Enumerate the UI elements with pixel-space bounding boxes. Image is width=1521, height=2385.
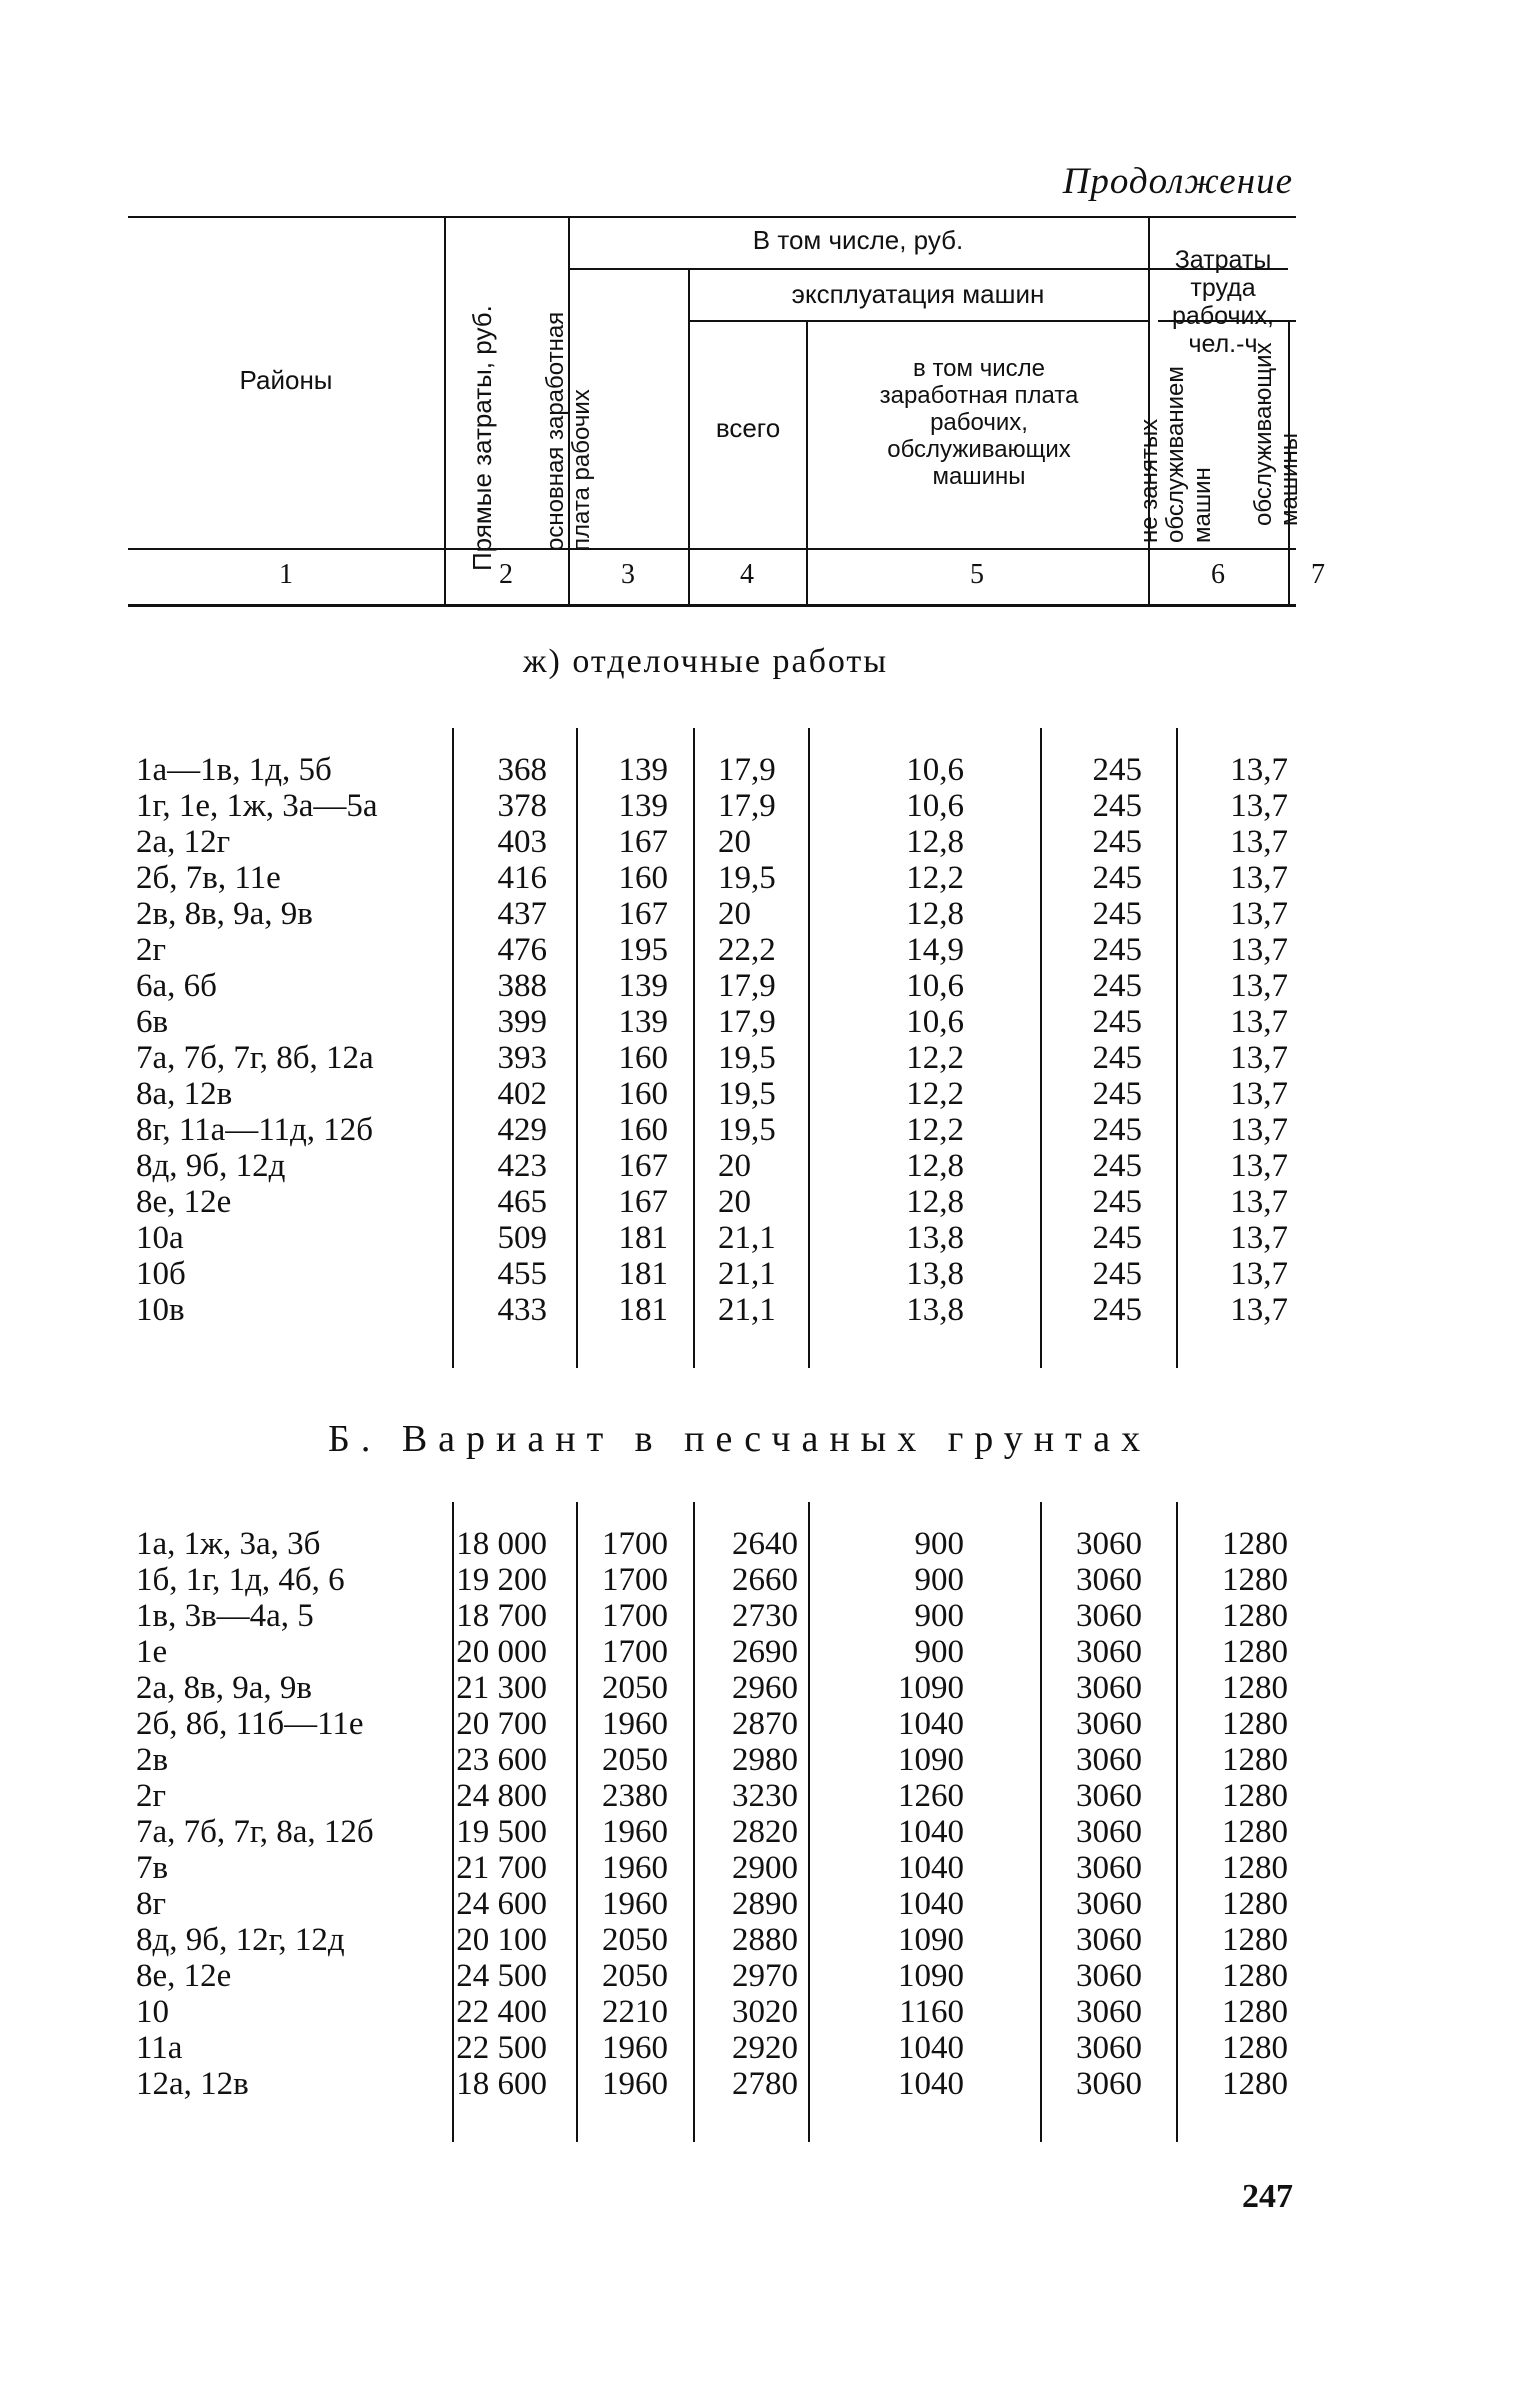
table-row [128,1256,1296,1292]
cell-labor-not-serving: 3060 [1076,2030,1142,2066]
cell-machine-total: 2890 [732,1886,798,1922]
cell-machine-total: 20 [718,824,751,860]
table-row [128,1184,1296,1220]
cell-labor-serving: 1280 [1222,1706,1288,1742]
table-row [128,1886,1296,1922]
cell-labor-not-serving: 3060 [1076,1742,1142,1778]
cell-base-wage: 167 [618,824,668,860]
cell-labor-serving: 1280 [1222,1742,1288,1778]
cell-labor-not-serving: 3060 [1076,2066,1142,2102]
cell-machine-wage: 10,6 [906,968,964,1004]
cell-labor-not-serving: 3060 [1076,1814,1142,1850]
cell-machine-total: 2690 [732,1634,798,1670]
cell-base-wage: 167 [618,1184,668,1220]
cell-machine-total: 2820 [732,1814,798,1850]
table-row [128,896,1296,932]
cell-base-wage: 139 [618,788,668,824]
cell-labor-not-serving: 245 [1092,788,1142,824]
cell-district: 1а, 1ж, 3а, 3б [136,1526,321,1562]
cell-district: 2г [136,932,167,968]
cell-labor-not-serving: 245 [1092,1220,1142,1256]
cell-labor-serving: 13,7 [1230,824,1288,860]
header-not-serving: не занятых обслуживанием машин [1136,366,1216,543]
cell-labor-not-serving: 245 [1092,1256,1142,1292]
cell-direct-costs: 22 400 [456,1994,547,2030]
cell-district: 1б, 1г, 1д, 4б, 6 [136,1562,345,1598]
table-row [128,824,1296,860]
cell-labor-not-serving: 245 [1092,896,1142,932]
cell-labor-not-serving: 245 [1092,1292,1142,1328]
cell-direct-costs: 416 [497,860,547,896]
col-number-4: 4 [740,559,754,590]
cell-district: 7а, 7б, 7г, 8а, 12б [136,1814,374,1850]
cell-base-wage: 181 [618,1256,668,1292]
cell-district: 1г, 1е, 1ж, 3а—5а [136,788,378,824]
cell-machine-wage: 1090 [898,1742,964,1778]
cell-labor-not-serving: 3060 [1076,1526,1142,1562]
table-row [128,1220,1296,1256]
cell-labor-serving: 13,7 [1230,788,1288,824]
header-mid-rule [128,548,1296,550]
cell-machine-total: 22,2 [718,932,776,968]
cell-direct-costs: 429 [497,1112,547,1148]
cell-machine-total: 20 [718,1148,751,1184]
section-b-table [128,1502,1296,2142]
table-header [128,216,1325,608]
cell-direct-costs: 509 [497,1220,547,1256]
cell-machine-wage: 1090 [898,1670,964,1706]
cell-base-wage: 2050 [602,1922,668,1958]
col-number-2: 2 [499,559,513,590]
cell-labor-not-serving: 245 [1092,1184,1142,1220]
cell-machine-total: 2640 [732,1526,798,1562]
cell-base-wage: 2210 [602,1994,668,2030]
header-districts: Районы [239,365,333,395]
table-row [128,1562,1296,1598]
cell-labor-serving: 1280 [1222,1562,1288,1598]
cell-base-wage: 2050 [602,1670,668,1706]
cell-direct-costs: 18 000 [456,1526,547,1562]
cell-district: 10 [136,1994,169,2030]
cell-direct-costs: 20 700 [456,1706,547,1742]
cell-machine-total: 2880 [732,1922,798,1958]
table-row [128,752,1296,788]
cell-labor-serving: 13,7 [1230,932,1288,968]
cell-direct-costs: 393 [497,1040,547,1076]
cell-base-wage: 1960 [602,2066,668,2102]
cell-labor-not-serving: 245 [1092,932,1142,968]
cell-machine-total: 3020 [732,1994,798,2030]
cell-machine-wage: 12,2 [906,1076,964,1112]
cell-direct-costs: 455 [497,1256,547,1292]
cell-labor-serving: 1280 [1222,2030,1288,2066]
cell-machine-total: 20 [718,1184,751,1220]
cell-machine-wage: 900 [914,1526,964,1562]
cell-district: 2а, 12г [136,824,231,860]
table-row [128,1958,1296,1994]
cell-machine-wage: 12,8 [906,896,964,932]
cell-base-wage: 139 [618,1004,668,1040]
cell-district: 2а, 8в, 9а, 9в [136,1670,312,1706]
cell-labor-not-serving: 3060 [1076,1922,1142,1958]
cell-district: 8г, 11а—11д, 12б [136,1112,374,1148]
continuation-label: Продолжение [1062,161,1293,202]
cell-labor-not-serving: 245 [1092,860,1142,896]
cell-district: 2в [136,1742,169,1778]
table-row [128,1076,1296,1112]
table-row [128,1040,1296,1076]
table-row [128,968,1296,1004]
table-row [128,2066,1296,2102]
cell-machine-wage: 10,6 [906,788,964,824]
cell-labor-serving: 13,7 [1230,1076,1288,1112]
cell-machine-wage: 1160 [899,1994,964,2030]
cell-district: 1е [136,1634,168,1670]
cell-labor-serving: 1280 [1222,1958,1288,1994]
cell-machine-total: 17,9 [718,788,776,824]
table-row [128,1004,1296,1040]
cell-district: 8а, 12в [136,1076,233,1112]
cell-machine-wage: 10,6 [906,1004,964,1040]
header-vline-1 [444,216,446,604]
header-top-rule [128,216,1296,218]
cell-direct-costs: 21 300 [456,1670,547,1706]
cell-base-wage: 2050 [602,1742,668,1778]
cell-base-wage: 139 [618,752,668,788]
cell-machine-total: 2920 [732,2030,798,2066]
header-serving: обслуживающих машины [1250,342,1304,526]
cell-labor-serving: 1280 [1222,2066,1288,2102]
cell-district: 8д, 9б, 12д [136,1148,286,1184]
table-row [128,1742,1296,1778]
cell-labor-serving: 1280 [1222,1814,1288,1850]
cell-district: 10в [136,1292,185,1328]
cell-direct-costs: 388 [497,968,547,1004]
header-rule-2 [688,320,1148,322]
cell-labor-not-serving: 245 [1092,1004,1142,1040]
cell-labor-serving: 1280 [1222,1598,1288,1634]
cell-direct-costs: 21 700 [456,1850,547,1886]
cell-machine-wage: 13,8 [906,1292,964,1328]
cell-labor-not-serving: 3060 [1076,1634,1142,1670]
cell-machine-wage: 1040 [898,1886,964,1922]
cell-labor-serving: 13,7 [1230,896,1288,932]
col-number-3: 3 [621,559,635,590]
section-zh-title: ж) отделочные работы [523,643,889,680]
cell-base-wage: 1960 [602,1706,668,1742]
cell-base-wage: 1960 [602,1886,668,1922]
table-row [128,1112,1296,1148]
cell-direct-costs: 18 600 [456,2066,547,2102]
cell-labor-not-serving: 245 [1092,1040,1142,1076]
cell-direct-costs: 403 [497,824,547,860]
cell-district: 2г [136,1778,167,1814]
cell-labor-serving: 13,7 [1230,1112,1288,1148]
cell-labor-serving: 13,7 [1230,1004,1288,1040]
table-row [128,1922,1296,1958]
cell-direct-costs: 18 700 [456,1598,547,1634]
cell-machine-total: 2970 [732,1958,798,1994]
cell-machine-wage: 12,2 [906,1040,964,1076]
cell-base-wage: 167 [618,1148,668,1184]
cell-direct-costs: 23 600 [456,1742,547,1778]
table-row [128,1994,1296,2030]
cell-direct-costs: 402 [497,1076,547,1112]
cell-direct-costs: 24 600 [456,1886,547,1922]
cell-labor-not-serving: 3060 [1076,1562,1142,1598]
cell-district: 6а, 6б [136,968,217,1004]
cell-machine-wage: 1090 [898,1958,964,1994]
cell-labor-serving: 13,7 [1230,752,1288,788]
cell-base-wage: 2050 [602,1958,668,1994]
cell-district: 8е, 12е [136,1958,232,1994]
cell-direct-costs: 22 500 [456,2030,547,2066]
table-row [128,1148,1296,1184]
cell-machine-wage: 12,2 [906,860,964,896]
cell-machine-wage: 1040 [898,1850,964,1886]
header-base-wage: основная заработная плата рабочих [542,311,596,551]
cell-machine-total: 19,5 [718,1040,776,1076]
cell-machine-total: 19,5 [718,1076,776,1112]
cell-direct-costs: 378 [497,788,547,824]
cell-district: 8д, 9б, 12г, 12д [136,1922,345,1958]
cell-machine-total: 21,1 [718,1292,776,1328]
cell-base-wage: 1700 [602,1526,668,1562]
cell-base-wage: 181 [618,1292,668,1328]
cell-machine-wage: 12,8 [906,1148,964,1184]
table-row [128,1706,1296,1742]
cell-base-wage: 1700 [602,1562,668,1598]
cell-machine-total: 2980 [732,1742,798,1778]
cell-district: 6в [136,1004,169,1040]
cell-machine-wage: 1090 [898,1922,964,1958]
cell-labor-not-serving: 3060 [1076,1670,1142,1706]
cell-machine-wage: 12,2 [906,1112,964,1148]
cell-machine-total: 21,1 [718,1220,776,1256]
cell-base-wage: 1700 [602,1598,668,1634]
cell-district: 10а [136,1220,184,1256]
cell-machine-total: 20 [718,896,751,932]
cell-direct-costs: 399 [497,1004,547,1040]
cell-district: 2б, 8б, 11б—11е [136,1706,364,1742]
cell-district: 2б, 7в, 11е [136,860,281,896]
cell-base-wage: 1960 [602,2030,668,2066]
cell-machine-wage: 13,8 [906,1256,964,1292]
cell-district: 7а, 7б, 7г, 8б, 12а [136,1040,374,1076]
table-row [128,932,1296,968]
cell-labor-serving: 13,7 [1230,860,1288,896]
cell-machine-wage: 14,9 [906,932,964,968]
cell-direct-costs: 368 [497,752,547,788]
cell-machine-total: 2900 [732,1850,798,1886]
cell-machine-wage: 12,8 [906,1184,964,1220]
cell-base-wage: 139 [618,968,668,1004]
cell-district: 10б [136,1256,186,1292]
cell-district: 12а, 12в [136,2066,249,2102]
header-in-total: В том числе, руб. [752,225,964,255]
cell-base-wage: 160 [618,1112,668,1148]
cell-direct-costs: 433 [497,1292,547,1328]
cell-labor-serving: 1280 [1222,1778,1288,1814]
cell-machine-total: 2780 [732,2066,798,2102]
page-number: 247 [1242,2178,1293,2215]
cell-labor-not-serving: 245 [1092,968,1142,1004]
header-direct-costs: Прямые затраты, руб. [467,305,497,571]
col-number-6: 6 [1211,559,1225,590]
cell-direct-costs: 437 [497,896,547,932]
cell-district: 11а [136,2030,183,2066]
cell-labor-not-serving: 245 [1092,1076,1142,1112]
table-row [128,1292,1296,1328]
cell-direct-costs: 24 800 [456,1778,547,1814]
cell-machine-wage: 1040 [898,2030,964,2066]
cell-base-wage: 181 [618,1220,668,1256]
cell-base-wage: 195 [618,932,668,968]
cell-labor-serving: 13,7 [1230,1292,1288,1328]
cell-machine-total: 3230 [732,1778,798,1814]
cell-machine-wage: 10,6 [906,752,964,788]
cell-machine-total: 17,9 [718,1004,776,1040]
cell-district: 2в, 8в, 9а, 9в [136,896,313,932]
cell-machine-wage: 1040 [898,2066,964,2102]
table-row [128,1634,1296,1670]
cell-labor-serving: 13,7 [1230,1256,1288,1292]
cell-machine-total: 2870 [732,1706,798,1742]
cell-labor-not-serving: 245 [1092,1112,1142,1148]
cell-district: 1в, 3в—4а, 5 [136,1598,314,1634]
cell-machine-wage: 900 [914,1598,964,1634]
table-row [128,1598,1296,1634]
cell-base-wage: 160 [618,1076,668,1112]
header-bottom-rule [128,604,1296,607]
cell-district: 8е, 12е [136,1184,232,1220]
cell-labor-not-serving: 245 [1092,1148,1142,1184]
cell-machine-wage: 900 [914,1562,964,1598]
cell-base-wage: 2380 [602,1778,668,1814]
cell-base-wage: 1960 [602,1850,668,1886]
cell-labor-serving: 1280 [1222,1850,1288,1886]
cell-direct-costs: 19 200 [456,1562,547,1598]
section-zh-table [128,728,1296,1368]
cell-district: 7в [136,1850,169,1886]
cell-labor-serving: 13,7 [1230,1220,1288,1256]
cell-machine-wage: 900 [914,1634,964,1670]
cell-direct-costs: 465 [497,1184,547,1220]
table-row [128,1670,1296,1706]
cell-base-wage: 1960 [602,1814,668,1850]
cell-labor-not-serving: 3060 [1076,1778,1142,1814]
table-row [128,1778,1296,1814]
cell-labor-serving: 13,7 [1230,968,1288,1004]
cell-labor-serving: 13,7 [1230,1040,1288,1076]
table-row [128,788,1296,824]
cell-labor-serving: 13,7 [1230,1148,1288,1184]
table-row [128,860,1296,896]
cell-base-wage: 1700 [602,1634,668,1670]
cell-direct-costs: 20 000 [456,1634,547,1670]
table-row [128,1526,1296,1562]
header-labor-costs: Затраты труда рабочих, чел.-ч [1172,246,1274,358]
header-incl-wage: в том числе заработная плата рабочих, обслуживающих машины [879,355,1079,490]
cell-machine-wage: 1040 [898,1706,964,1742]
cell-machine-total: 17,9 [718,752,776,788]
cell-base-wage: 167 [618,896,668,932]
cell-labor-serving: 1280 [1222,1526,1288,1562]
cell-direct-costs: 476 [497,932,547,968]
col-number-1: 1 [279,559,293,590]
cell-direct-costs: 24 500 [456,1958,547,1994]
cell-labor-not-serving: 245 [1092,824,1142,860]
cell-labor-not-serving: 3060 [1076,1886,1142,1922]
header-machine-ops: эксплуатация машин [791,279,1045,309]
cell-labor-serving: 1280 [1222,1994,1288,2030]
cell-machine-total: 2730 [732,1598,798,1634]
cell-machine-total: 2660 [732,1562,798,1598]
cell-labor-not-serving: 3060 [1076,1706,1142,1742]
cell-labor-serving: 1280 [1222,1886,1288,1922]
cell-labor-serving: 1280 [1222,1670,1288,1706]
cell-labor-not-serving: 3060 [1076,1850,1142,1886]
cell-labor-not-serving: 3060 [1076,1994,1142,2030]
col-number-7: 7 [1311,559,1325,590]
cell-machine-total: 19,5 [718,860,776,896]
cell-machine-wage: 13,8 [906,1220,964,1256]
cell-direct-costs: 19 500 [456,1814,547,1850]
table-row [128,2030,1296,2066]
cell-machine-total: 2960 [732,1670,798,1706]
cell-district: 8г [136,1886,167,1922]
cell-direct-costs: 423 [497,1148,547,1184]
cell-base-wage: 160 [618,1040,668,1076]
cell-machine-total: 19,5 [718,1112,776,1148]
cell-machine-wage: 1040 [898,1814,964,1850]
cell-labor-serving: 13,7 [1230,1184,1288,1220]
cell-machine-wage: 1260 [898,1778,964,1814]
cell-base-wage: 160 [618,860,668,896]
cell-machine-total: 17,9 [718,968,776,1004]
cell-machine-wage: 12,8 [906,824,964,860]
cell-labor-not-serving: 3060 [1076,1598,1142,1634]
table-row [128,1814,1296,1850]
cell-labor-serving: 1280 [1222,1922,1288,1958]
header-total: всего [715,413,781,443]
cell-district: 1а—1в, 1д, 5б [136,752,332,788]
section-b-title: Б. Вариант в песчаных грунтах [328,1418,1152,1460]
col-number-5: 5 [970,559,984,590]
cell-direct-costs: 20 100 [456,1922,547,1958]
cell-labor-serving: 1280 [1222,1634,1288,1670]
table-row [128,1850,1296,1886]
cell-machine-total: 21,1 [718,1256,776,1292]
cell-labor-not-serving: 245 [1092,752,1142,788]
cell-labor-not-serving: 3060 [1076,1958,1142,1994]
